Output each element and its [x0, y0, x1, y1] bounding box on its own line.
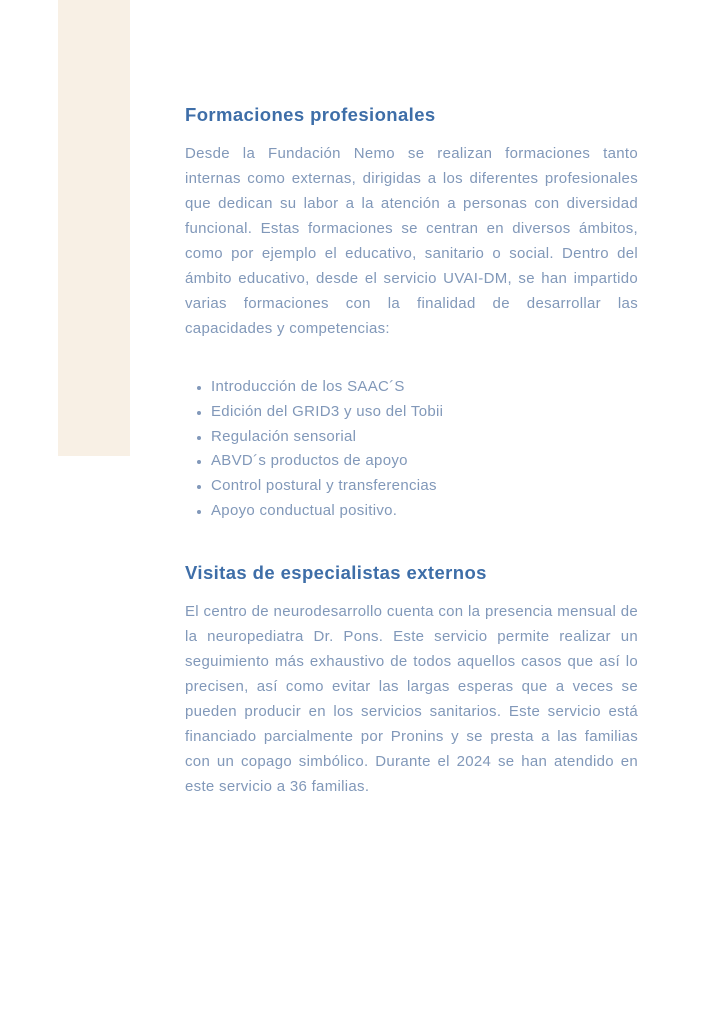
- list-item: • Edición del GRID3 y uso del Tobii: [211, 400, 638, 425]
- left-accent-bar: [58, 0, 130, 456]
- formaciones-paragraph: Desde la Fundación Nemo se realizan formaciones tanto internas como externas, dirigidas a los diferentes profesionales que dedican su labor a la atención a personas con diversidad funcional. Estas formaciones se centran en diversos ámbitos, como por ejemplo el educativo, sanitario o social. Dentro del ámbito educativo, desde el servicio UVAI-DM, se han impartido varias formaciones con la finalidad de desarrollar las capacidades y competencias:: [185, 145, 638, 337]
- formaciones-bullet-list: [185, 375, 638, 524]
- page-content: [185, 0, 638, 799]
- visitas-paragraph: El centro de neurodesarrollo cuenta con la presencia mensual de la neuropediatra Dr. Pons. Este servicio permite realizar un seguimiento más exhaustivo de todos aquellos casos que así lo precisen, así como evitar las largas esperas que a veces se pueden producir en los servicios sanitarios. Este servicio está financiado parcialmente por Pronins y se presta a las familias con un copago simbólico. Durante el 2024 se han atendido en este servicio a 36 familias.: [185, 602, 638, 795]
- list-item: • Apoyo conductual positivo.: [211, 499, 638, 524]
- list-item: • ABVD´s productos de apoyo: [211, 449, 638, 474]
- list-item: • Regulación sensorial: [211, 425, 638, 450]
- section-heading-visitas-especialistas: Visitas de especialistas externos: [185, 561, 487, 583]
- list-item: • Control postural y transferencias: [211, 474, 638, 499]
- list-item: • Introducción de los SAAC´S: [211, 375, 638, 400]
- section-heading-formaciones-profesionales: Formaciones profesionales: [185, 104, 436, 125]
